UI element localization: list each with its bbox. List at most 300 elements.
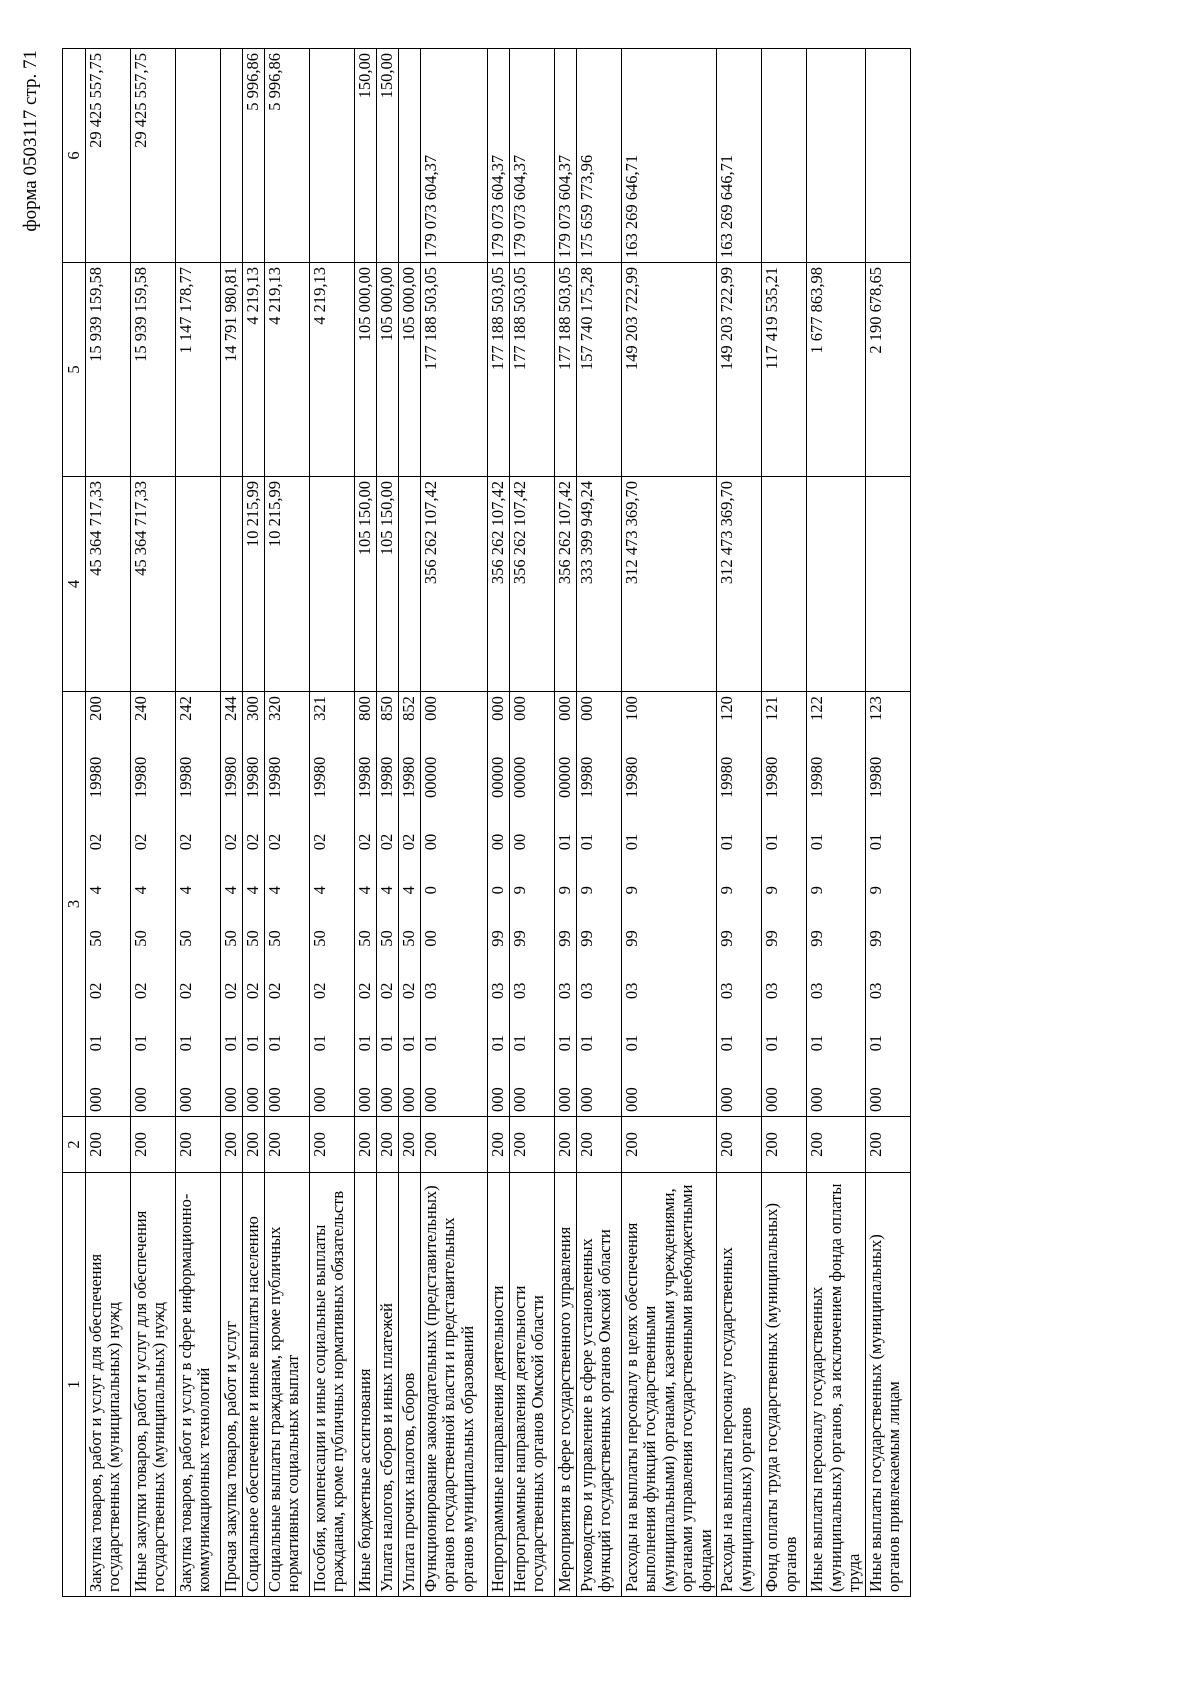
row-value-5: 4 219,13: [243, 263, 265, 477]
row-value-6: 5 996,86: [265, 49, 310, 263]
code-segment: 50: [221, 930, 240, 947]
code-segment: 99: [865, 930, 885, 947]
row-budget-code: [488, 692, 510, 1117]
row-value-5: 105 000,00: [377, 263, 399, 477]
row-name: Закупка товаров, работ и услуг для обеспечения государственных (муниципальных) нужд: [86, 1173, 131, 1597]
row-value-4: 10 215,99: [265, 477, 310, 692]
code-segment: 000: [807, 1087, 827, 1112]
row-value-4: 45 364 717,33: [86, 477, 131, 692]
row-line-code: 200: [131, 1117, 176, 1173]
code-segment: 02: [176, 833, 195, 851]
row-line-code: 200: [399, 1117, 421, 1173]
row-line-code: 200: [510, 1117, 555, 1173]
row-value-4: 356 262 107,42: [488, 477, 510, 692]
code-segment: 19980: [807, 756, 827, 798]
row-line-code: 200: [622, 1117, 717, 1173]
code-segment: 50: [355, 930, 374, 947]
row-value-6: [310, 49, 355, 263]
row-value-4: [762, 477, 807, 692]
code-segment: 99: [555, 930, 574, 947]
table-row: [488, 49, 510, 1597]
code-segment: 4: [399, 886, 418, 895]
code-segment: 800: [355, 696, 374, 721]
code-segment: 01: [377, 1034, 396, 1052]
code-segment: 000: [510, 696, 529, 721]
code-segment: 02: [86, 833, 105, 851]
row-budget-code: [310, 692, 355, 1117]
code-segment: 01: [86, 1034, 105, 1052]
table-row: [377, 49, 399, 1597]
code-segment: 01: [488, 1034, 507, 1052]
code-segment: 9: [807, 886, 827, 895]
code-segment: 01: [265, 1034, 284, 1052]
row-budget-code: [221, 692, 243, 1117]
code-segment: 19980: [243, 756, 262, 798]
code-segment: 01: [622, 833, 641, 851]
code-segment: 02: [86, 982, 105, 1000]
row-line-code: 200: [807, 1117, 865, 1173]
row-value-6: [176, 49, 221, 263]
code-segment: 320: [265, 696, 284, 721]
code-segment: 000: [488, 1087, 507, 1112]
form-label: форма 0503117 стр. 71: [20, 50, 41, 232]
code-segment: 4: [131, 886, 150, 895]
row-line-code: 200: [355, 1117, 377, 1173]
code-segment: 000: [577, 696, 596, 721]
code-segment: 9: [717, 886, 737, 895]
code-segment: 01: [865, 833, 885, 851]
table-row: [865, 49, 910, 1597]
code-segment: 9: [577, 886, 596, 895]
row-value-5: 149 203 722,99: [717, 263, 762, 477]
row-budget-code: [865, 692, 910, 1117]
row-value-5: 177 188 503,05: [488, 263, 510, 477]
row-value-4: 356 262 107,42: [510, 477, 555, 692]
row-budget-code: [86, 692, 131, 1117]
row-value-5: 149 203 722,99: [622, 263, 717, 477]
code-segment: 01: [717, 833, 737, 851]
code-segment: 50: [377, 930, 396, 947]
table-row: [131, 49, 176, 1597]
row-value-4: [807, 477, 865, 692]
code-segment: 01: [243, 1034, 262, 1052]
row-value-5: 157 740 175,28: [577, 263, 622, 477]
code-segment: 19980: [865, 756, 885, 798]
row-line-code: 200: [265, 1117, 310, 1173]
code-segment: 19980: [221, 756, 240, 798]
code-segment: 4: [265, 886, 284, 895]
header-cell: 1: [63, 1173, 86, 1597]
code-segment: 000: [488, 696, 507, 721]
code-segment: 99: [717, 930, 737, 947]
code-segment: 242: [176, 696, 195, 721]
row-name: Иные закупки товаров, работ и услуг для обеспечения государственных (муниципальных) нужд: [131, 1173, 176, 1597]
row-value-4: 312 473 369,70: [717, 477, 762, 692]
code-segment: 4: [221, 886, 240, 895]
code-segment: 03: [488, 982, 507, 1000]
header-cell: 6: [63, 49, 86, 263]
row-budget-code: [399, 692, 421, 1117]
row-value-5: 1 677 863,98: [807, 263, 865, 477]
row-value-6: [762, 49, 807, 263]
row-value-6: 29 425 557,75: [131, 49, 176, 263]
row-line-code: 200: [243, 1117, 265, 1173]
row-budget-code: [622, 692, 717, 1117]
row-name: Уплата прочих налогов, сборов: [399, 1173, 421, 1597]
code-segment: 01: [131, 1034, 150, 1052]
row-name: Прочая закупка товаров, работ и услуг: [221, 1173, 243, 1597]
table-row: [762, 49, 807, 1597]
code-segment: 000: [421, 696, 440, 721]
table-row: [622, 49, 717, 1597]
code-segment: 9: [510, 886, 529, 895]
row-line-code: 200: [86, 1117, 131, 1173]
code-segment: 000: [176, 1087, 195, 1112]
code-segment: 02: [399, 982, 418, 1000]
row-budget-code: [421, 692, 488, 1117]
row-value-6: 150,00: [377, 49, 399, 263]
code-segment: 01: [510, 1034, 529, 1052]
code-segment: 01: [807, 1034, 827, 1052]
code-segment: 03: [622, 982, 641, 1000]
code-segment: 000: [577, 1087, 596, 1112]
code-segment: 50: [399, 930, 418, 947]
row-value-4: 356 262 107,42: [555, 477, 577, 692]
row-value-4: 333 399 949,24: [577, 477, 622, 692]
code-segment: 02: [265, 982, 284, 1000]
row-name: Иные выплаты персоналу государственных (муниципальных) органов, за исключением фонда оплаты труда: [807, 1173, 865, 1597]
table-row: [510, 49, 555, 1597]
row-value-5: 15 939 159,58: [131, 263, 176, 477]
row-budget-code: [377, 692, 399, 1117]
row-value-4: 312 473 369,70: [622, 477, 717, 692]
code-segment: 02: [131, 982, 150, 1000]
row-value-4: 105 150,00: [377, 477, 399, 692]
code-segment: 01: [421, 1034, 440, 1052]
row-name: Уплата налогов, сборов и иных платежей: [377, 1173, 399, 1597]
code-segment: 4: [377, 886, 396, 895]
code-segment: 19980: [622, 756, 641, 798]
code-segment: 4: [176, 886, 195, 895]
code-segment: 50: [243, 930, 262, 947]
code-segment: 19980: [377, 756, 396, 798]
row-value-6: 179 073 604,37: [488, 49, 510, 263]
row-value-6: 163 269 646,71: [622, 49, 717, 263]
code-segment: 00: [488, 833, 507, 851]
row-budget-code: [131, 692, 176, 1117]
row-value-5: 2 190 678,65: [865, 263, 910, 477]
code-segment: 000: [399, 1087, 418, 1112]
code-segment: 19980: [717, 756, 737, 798]
code-segment: 000: [377, 1087, 396, 1112]
code-segment: 50: [86, 930, 105, 947]
row-line-code: 200: [555, 1117, 577, 1173]
row-value-6: 29 425 557,75: [86, 49, 131, 263]
table-row: [555, 49, 577, 1597]
code-segment: 00000: [510, 756, 529, 798]
table-row: [176, 49, 221, 1597]
row-budget-code: [355, 692, 377, 1117]
code-segment: 19980: [86, 756, 105, 798]
code-segment: 01: [176, 1034, 195, 1052]
code-segment: 000: [622, 1087, 641, 1112]
row-name: Расходы на выплаты персоналу в целях обеспечения выполнения функций государственными (муниципальными) органами, казенными учреждениями, органами управления государственными внебюджетными фондами: [622, 1173, 717, 1597]
row-value-5: 1 147 178,77: [176, 263, 221, 477]
row-value-5: 14 791 980,81: [221, 263, 243, 477]
code-segment: 00: [421, 833, 440, 851]
header-cell: 2: [63, 1117, 86, 1173]
code-segment: 02: [221, 982, 240, 1000]
header-row: [63, 49, 86, 1597]
code-segment: 00: [510, 833, 529, 851]
code-segment: 01: [310, 1034, 329, 1052]
code-segment: 50: [265, 930, 284, 947]
code-segment: 01: [622, 1034, 641, 1052]
code-segment: 50: [131, 930, 150, 947]
header-cell: 3: [63, 692, 86, 1117]
code-segment: 02: [243, 833, 262, 851]
row-name: Непрограммные направления деятельности государственных органов Омской области: [510, 1173, 555, 1597]
row-name: Пособия, компенсации и иные социальные выплаты гражданам, кроме публичных нормативных обязательств: [310, 1173, 355, 1597]
code-segment: 02: [377, 833, 396, 851]
code-segment: 03: [717, 982, 737, 1000]
table-row: [807, 49, 865, 1597]
code-segment: 244: [221, 696, 240, 721]
row-line-code: 200: [865, 1117, 910, 1173]
row-value-4: [399, 477, 421, 692]
row-line-code: 200: [421, 1117, 488, 1173]
code-segment: 99: [807, 930, 827, 947]
code-segment: 02: [176, 982, 195, 1000]
header-cell: 4: [63, 477, 86, 692]
code-segment: 19980: [577, 756, 596, 798]
row-value-4: 105 150,00: [355, 477, 377, 692]
header-cell: 5: [63, 263, 86, 477]
row-budget-code: [762, 692, 807, 1117]
code-segment: 4: [355, 886, 374, 895]
row-line-code: 200: [377, 1117, 399, 1173]
row-value-5: 105 000,00: [399, 263, 421, 477]
row-value-6: 179 073 604,37: [510, 49, 555, 263]
row-line-code: 200: [176, 1117, 221, 1173]
row-value-6: [221, 49, 243, 263]
code-segment: 000: [717, 1087, 737, 1112]
code-segment: 000: [555, 696, 574, 721]
code-segment: 99: [622, 930, 641, 947]
code-segment: 02: [355, 982, 374, 1000]
row-line-code: 200: [577, 1117, 622, 1173]
code-segment: 03: [807, 982, 827, 1000]
code-segment: 02: [131, 833, 150, 851]
code-segment: 123: [865, 696, 885, 721]
code-segment: 000: [265, 1087, 284, 1112]
code-segment: 00000: [555, 756, 574, 798]
code-segment: 240: [131, 696, 150, 721]
code-segment: 99: [762, 930, 782, 947]
row-value-6: [865, 49, 910, 263]
table-row: [265, 49, 310, 1597]
row-value-5: 4 219,13: [265, 263, 310, 477]
code-segment: 000: [243, 1087, 262, 1112]
code-segment: 19980: [310, 756, 329, 798]
row-value-5: 177 188 503,05: [555, 263, 577, 477]
code-segment: 000: [86, 1087, 105, 1112]
code-segment: 02: [265, 833, 284, 851]
table-row: [717, 49, 762, 1597]
code-segment: 4: [243, 886, 262, 895]
row-value-6: 163 269 646,71: [717, 49, 762, 263]
code-segment: 01: [762, 1034, 782, 1052]
row-budget-code: [243, 692, 265, 1117]
row-value-5: 4 219,13: [310, 263, 355, 477]
row-name: Непрограммные направления деятельности: [488, 1173, 510, 1597]
code-segment: 50: [176, 930, 195, 947]
row-name: Руководство и управление в сфере установленных функций государственных органов Омской области: [577, 1173, 622, 1597]
row-value-4: [865, 477, 910, 692]
code-segment: 9: [555, 886, 574, 895]
row-budget-code: [555, 692, 577, 1117]
code-segment: 03: [577, 982, 596, 1000]
row-budget-code: [265, 692, 310, 1117]
row-value-5: 105 000,00: [355, 263, 377, 477]
code-segment: 02: [243, 982, 262, 1000]
table-row: [399, 49, 421, 1597]
code-segment: 01: [865, 1034, 885, 1052]
code-segment: 99: [577, 930, 596, 947]
code-segment: 01: [399, 1034, 418, 1052]
code-segment: 02: [310, 833, 329, 851]
code-segment: 02: [310, 982, 329, 1000]
row-value-4: 356 262 107,42: [421, 477, 488, 692]
table-row: [310, 49, 355, 1597]
row-line-code: 200: [717, 1117, 762, 1173]
row-value-4: [176, 477, 221, 692]
code-segment: 000: [221, 1087, 240, 1112]
code-segment: 02: [377, 982, 396, 1000]
code-segment: 19980: [265, 756, 284, 798]
row-value-6: 179 073 604,37: [421, 49, 488, 263]
code-segment: 850: [377, 696, 396, 721]
code-segment: 121: [762, 696, 782, 721]
table-row: [577, 49, 622, 1597]
row-value-6: 150,00: [355, 49, 377, 263]
row-value-4: [221, 477, 243, 692]
code-segment: 99: [510, 930, 529, 947]
code-segment: 19980: [176, 756, 195, 798]
table-row: [421, 49, 488, 1597]
row-value-4: 45 364 717,33: [131, 477, 176, 692]
code-segment: 02: [399, 833, 418, 851]
row-line-code: 200: [221, 1117, 243, 1173]
code-segment: 99: [488, 930, 507, 947]
code-segment: 00: [421, 930, 440, 947]
code-segment: 0: [421, 886, 440, 895]
code-segment: 01: [717, 1034, 737, 1052]
code-segment: 19980: [399, 756, 418, 798]
code-segment: 000: [762, 1087, 782, 1112]
code-segment: 100: [622, 696, 641, 721]
row-budget-code: [717, 692, 762, 1117]
code-segment: 02: [221, 833, 240, 851]
row-name: Закупка товаров, работ и услуг в сфере информационно-коммуникационных технологий: [176, 1173, 221, 1597]
row-name: Социальное обеспечение и иные выплаты населению: [243, 1173, 265, 1597]
row-name: Мероприятия в сфере государственного управления: [555, 1173, 577, 1597]
row-value-6: 179 073 604,37: [555, 49, 577, 263]
row-budget-code: [510, 692, 555, 1117]
code-segment: 01: [577, 833, 596, 851]
code-segment: 03: [421, 982, 440, 1000]
code-segment: 321: [310, 696, 329, 721]
row-value-4: 10 215,99: [243, 477, 265, 692]
row-name: Социальные выплаты гражданам, кроме публичных нормативных социальных выплат: [265, 1173, 310, 1597]
row-line-code: 200: [488, 1117, 510, 1173]
code-segment: 0: [488, 886, 507, 895]
code-segment: 000: [555, 1087, 574, 1112]
row-value-6: 175 659 773,96: [577, 49, 622, 263]
table-row: [355, 49, 377, 1597]
row-line-code: 200: [762, 1117, 807, 1173]
code-segment: 120: [717, 696, 737, 721]
code-segment: 03: [555, 982, 574, 1000]
code-segment: 000: [310, 1087, 329, 1112]
code-segment: 01: [221, 1034, 240, 1052]
code-segment: 000: [355, 1087, 374, 1112]
row-value-6: [807, 49, 865, 263]
code-segment: 000: [865, 1087, 885, 1112]
code-segment: 000: [131, 1087, 150, 1112]
table-row: [243, 49, 265, 1597]
code-segment: 4: [310, 886, 329, 895]
row-value-5: 177 188 503,05: [510, 263, 555, 477]
code-segment: 300: [243, 696, 262, 721]
code-segment: 200: [86, 696, 105, 721]
row-budget-code: [577, 692, 622, 1117]
row-value-5: 177 188 503,05: [421, 263, 488, 477]
code-segment: 9: [865, 886, 885, 895]
row-name: Функционирование законодательных (представительных) органов государственной власти и представительных органов муниципальных образований: [421, 1173, 488, 1597]
code-segment: 01: [555, 1034, 574, 1052]
row-name: Расходы на выплаты персоналу государственных (муниципальных) органов: [717, 1173, 762, 1597]
code-segment: 9: [762, 886, 782, 895]
row-budget-code: [807, 692, 865, 1117]
code-segment: 01: [807, 833, 827, 851]
code-segment: 19980: [762, 756, 782, 798]
code-segment: 000: [421, 1087, 440, 1112]
code-segment: 03: [510, 982, 529, 1000]
code-segment: 19980: [355, 756, 374, 798]
code-segment: 01: [555, 833, 574, 851]
code-segment: 01: [355, 1034, 374, 1052]
code-segment: 01: [577, 1034, 596, 1052]
code-segment: 02: [355, 833, 374, 851]
row-value-5: 15 939 159,58: [86, 263, 131, 477]
code-segment: 9: [622, 886, 641, 895]
code-segment: 50: [310, 930, 329, 947]
table-row: [86, 49, 131, 1597]
report-table: [62, 48, 911, 1597]
row-value-4: [310, 477, 355, 692]
row-value-5: 117 419 535,21: [762, 263, 807, 477]
code-segment: 03: [865, 982, 885, 1000]
row-value-6: [399, 49, 421, 263]
row-name: Иные выплаты государственных (муниципальных) органов привлекаемым лицам: [865, 1173, 910, 1597]
table-row: [221, 49, 243, 1597]
row-name: Фонд оплаты труда государственных (муниципальных) органов: [762, 1173, 807, 1597]
row-value-6: 5 996,86: [243, 49, 265, 263]
row-budget-code: [176, 692, 221, 1117]
row-name: Иные бюджетные ассигнования: [355, 1173, 377, 1597]
code-segment: 852: [399, 696, 418, 721]
